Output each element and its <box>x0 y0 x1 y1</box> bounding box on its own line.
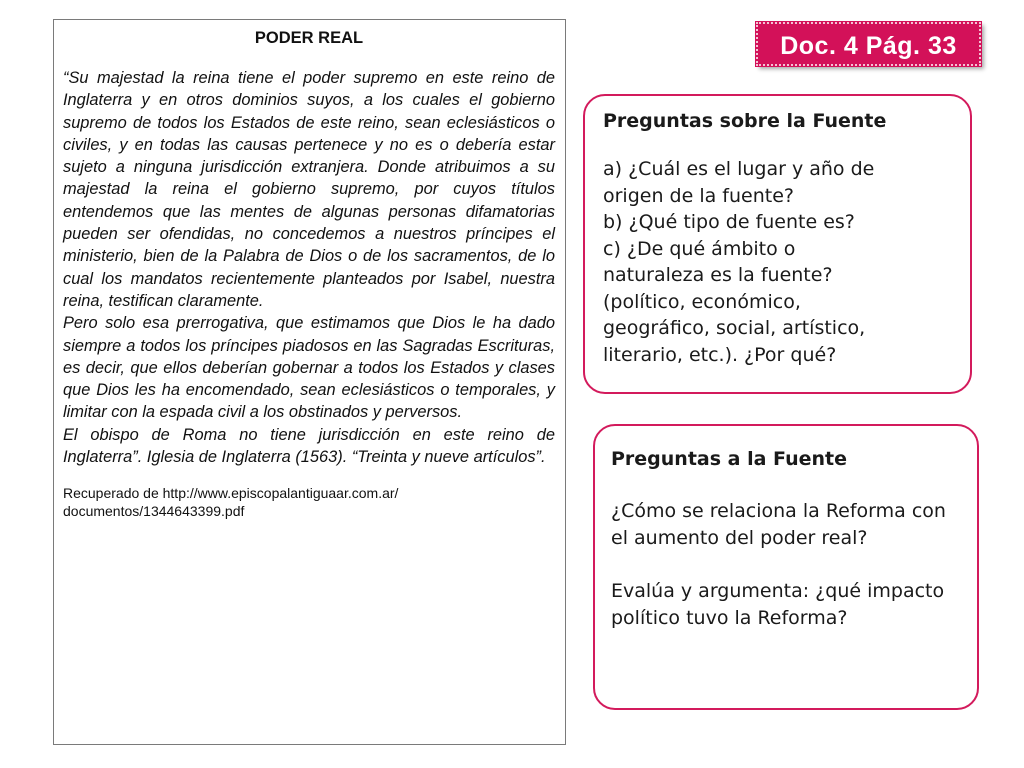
question-line: b) ¿Qué tipo de fuente es? <box>603 211 855 233</box>
question-line: naturaleza es la fuente? <box>603 264 833 286</box>
questions-to-source-box <box>593 424 979 710</box>
source-reference <box>63 484 555 520</box>
document-page-badge: Doc. 4 Pág. 33 <box>756 22 981 66</box>
question-paragraph: Evalúa y argumenta: ¿qué impacto político tuvo la Reforma? <box>611 580 945 629</box>
source-text <box>63 67 555 468</box>
question-line: (político, económico, <box>603 290 801 313</box>
source-title: PODER REAL <box>254 29 364 47</box>
question-line: geográfico, social, artístico, <box>603 317 866 339</box>
questions-about-source-heading: Preguntas sobre la Fuente <box>603 110 887 132</box>
question-paragraph: ¿Cómo se relaciona la Reforma con el aumento del poder real? <box>611 500 946 549</box>
source-paragraph: “Su majestad la reina tiene el poder supremo en este reino de Inglaterra y en otros dominios suyos, a los cuales el gobierno supremo de todos los Estados de este reino, sean eclesiásticos o civiles, y en todas las causas pertenece y no es o debería estar sujeto a ninguna jurisdicción extranjera. Donde atribuimos a su majestad la reina el gobierno supremo, por cuyos títulos entendemos que las mentes de algunas personas difamatorias pueden ser ofendidas, no concedemos a nuestros príncipes el ministerio, bien de la Palabra de Dios o de los sacramentos, de lo cual los mandatos recientemente planteados por Isabel, nuestra reina, testifican claramente. <box>63 69 555 310</box>
source-document-panel <box>53 19 566 745</box>
question-line: a) ¿Cuál es el lugar y año de <box>603 158 875 180</box>
question-line: literario, etc.). ¿Por qué? <box>603 343 837 366</box>
source-paragraph: El obispo de Roma no tiene jurisdicción en este reino de Inglaterra”. Iglesia de Inglaterra (1563). “Treinta y nueve artículos”. <box>63 425 555 467</box>
questions-about-source-box <box>583 94 972 394</box>
question-line: origen de la fuente? <box>603 184 794 207</box>
questions-to-source-heading: Preguntas a la Fuente <box>611 448 847 470</box>
question-line: c) ¿De qué ámbito o <box>603 237 796 260</box>
source-reference-line: Recuperado de http://www.episcopalantiguaar.com.ar/ <box>63 485 399 502</box>
source-paragraph: Pero solo esa prerrogativa, que estimamos que Dios le ha dado siempre a todos los príncipes piadosos en las Sagradas Escrituras, es decir, que ellos deberían gobernar a todos los Estados y clases que Dios les ha encomendado, sean eclesiásticos o temporales, y limitar con la espada civil a los obstinados y perversos. <box>63 314 555 422</box>
source-reference-line: documentos/1344643399.pdf <box>63 503 245 520</box>
